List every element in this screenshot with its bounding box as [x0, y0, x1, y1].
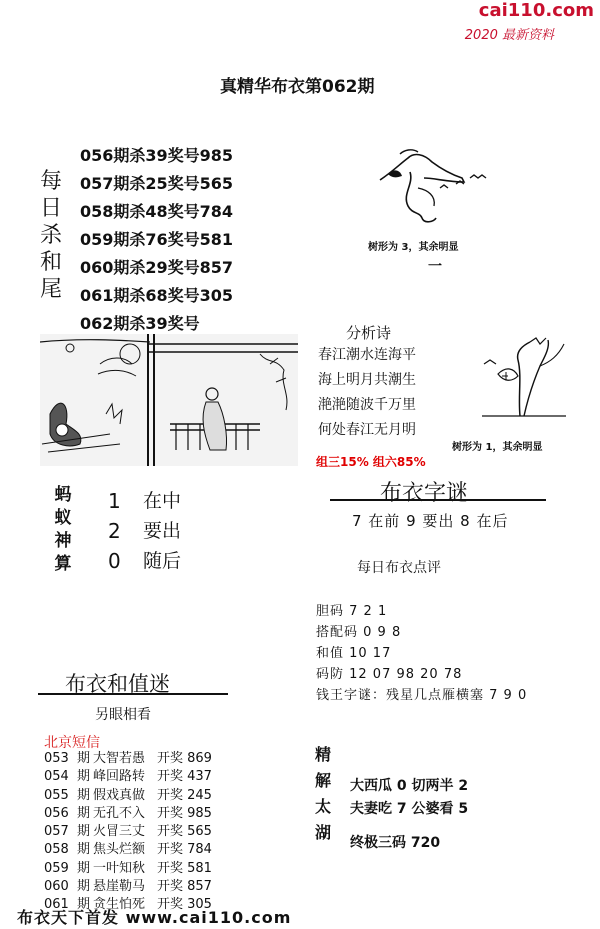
comment-line: 搭配码 0 9 8 — [316, 625, 402, 640]
sms-phrase: 一叶知秋 — [93, 860, 146, 876]
daily-comment-list — [316, 601, 527, 706]
comment-line: 和值 10 17 — [316, 646, 392, 661]
issue-unit: 期 — [77, 751, 91, 766]
poem-line: 何处春江无月明 — [318, 422, 416, 438]
kill-line: 057期杀25奖号565 — [80, 174, 234, 193]
draw-result: 开奖 437 — [157, 769, 212, 785]
label-char: 神 — [54, 531, 72, 551]
poem — [318, 343, 416, 443]
kill-line: 058期杀48奖号784 — [80, 202, 234, 221]
beijing-sms-title: 北京短信 — [44, 735, 100, 751]
tree-branch-sketch — [478, 336, 568, 418]
site-logo: cai110.com — [478, 0, 600, 22]
sms-phrase: 火冒三丈 — [93, 824, 146, 840]
beijing-sms-row — [44, 878, 212, 896]
issue-unit: 期 — [77, 860, 91, 876]
issue-number: 060 — [44, 879, 69, 895]
issue-unit: 期 — [77, 824, 91, 840]
label-char: 太 — [314, 797, 331, 816]
tree-note-mark: 一 — [428, 259, 442, 275]
ant-digit: 0 — [108, 549, 121, 573]
draw-result: 开奖 581 — [157, 860, 212, 876]
ant-god-label — [52, 484, 74, 576]
sms-phrase: 假戏真做 — [93, 787, 146, 803]
issue-number: 061 — [44, 897, 69, 913]
group-ratio-note: 组三15% 组六85% — [316, 455, 426, 469]
issue-number: 058 — [44, 842, 69, 858]
sum-riddle-underline — [38, 693, 228, 695]
label-char: 尾 — [39, 277, 62, 302]
label-char: 杀 — [39, 223, 62, 248]
draw-result: 开奖 305 — [157, 897, 212, 913]
jingjie-line: 大西瓜 0 切两半 2 — [350, 778, 469, 794]
kill-line: 061期杀68奖号305 — [80, 286, 234, 305]
poem-line: 滟滟随波千万里 — [318, 397, 416, 413]
label-char: 解 — [314, 771, 331, 790]
poem-line: 海上明月共潮生 — [318, 372, 416, 388]
comment-line: 码防 12 07 98 20 78 — [316, 667, 463, 682]
riddle-underline — [330, 499, 546, 501]
beijing-sms-row — [44, 750, 212, 768]
beijing-sms-list — [44, 750, 212, 915]
label-char: 湖 — [314, 823, 331, 842]
issue-number: 059 — [44, 860, 69, 876]
label-char: 每 — [39, 169, 62, 194]
kill-line: 056期杀39奖号985 — [80, 146, 234, 165]
jingjie-line: 夫妻吃 7 公婆看 5 — [350, 801, 469, 817]
issue-number: 055 — [44, 787, 69, 803]
jingjie-lines — [350, 775, 468, 821]
ant-word: 随后 — [143, 550, 182, 572]
ant-god-words — [143, 486, 181, 576]
promo-tag: 2020 最新资料 — [464, 28, 554, 43]
riddle-title: 布衣字谜 — [380, 481, 469, 506]
issue-unit: 期 — [77, 787, 91, 803]
sms-phrase: 无孔不入 — [93, 805, 146, 821]
sum-riddle-title: 布衣和值迷 — [65, 672, 170, 696]
tree-note-1: 树形为 3，其余明显 — [368, 242, 459, 253]
issue-unit: 期 — [77, 879, 91, 895]
sms-phrase: 焦头烂额 — [93, 842, 146, 858]
ant-word: 在中 — [143, 490, 182, 512]
tree-note-2: 树形为 1，其余明显 — [452, 442, 543, 453]
beijing-sms-row — [44, 860, 212, 878]
page-title: 真精华布衣第062期 — [220, 77, 375, 97]
comment-line: 钱王字谜：残星几点雁横塞 7 9 0 — [316, 688, 528, 703]
label-char: 和 — [39, 250, 62, 275]
draw-result: 开奖 985 — [157, 805, 212, 821]
draw-result: 开奖 245 — [157, 787, 212, 803]
comment-line: 胆码 7 2 1 — [316, 604, 388, 619]
beijing-sms-row — [44, 823, 212, 841]
issue-unit: 期 — [77, 805, 91, 821]
jingjie-final: 终极三码 720 — [350, 835, 441, 851]
kill-line: 059期杀76奖号581 — [80, 230, 234, 249]
label-char: 蚂 — [54, 485, 72, 505]
label-char: 精 — [314, 745, 331, 764]
beijing-sms-row — [44, 768, 212, 786]
issue-unit: 期 — [77, 897, 91, 913]
label-char: 蚁 — [54, 508, 72, 528]
draw-result: 开奖 784 — [157, 842, 212, 858]
riddle-text: 7 在前 9 要出 8 在后 — [352, 512, 509, 530]
ant-digit: 1 — [108, 489, 121, 513]
sum-riddle-subtitle: 另眼相看 — [95, 707, 151, 723]
sms-phrase: 大智若愚 — [93, 751, 146, 766]
issue-number: 056 — [44, 805, 69, 821]
draw-result: 开奖 857 — [157, 879, 212, 895]
ant-word: 要出 — [143, 520, 182, 542]
mountain-sketch-illustration — [378, 148, 502, 228]
sms-phrase: 峰回路转 — [93, 769, 146, 785]
draw-result: 开奖 565 — [157, 824, 212, 840]
footer-banner: 布衣天下首发 www.cai110.com — [17, 908, 292, 927]
issue-unit: 期 — [77, 769, 91, 785]
jingjie-label — [312, 742, 334, 846]
ant-digit: 2 — [108, 519, 121, 543]
pavilion-scene-illustration — [40, 334, 298, 466]
ant-god-digits — [108, 486, 121, 576]
beijing-sms-row — [44, 841, 212, 859]
daily-comment-title: 每日布衣点评 — [357, 560, 441, 576]
kill-line: 060期杀29奖号857 — [80, 258, 234, 277]
poem-line: 春江潮水连海平 — [318, 347, 416, 363]
daily-kill-list — [80, 142, 233, 338]
issue-number: 057 — [44, 824, 69, 840]
sms-phrase: 悬崖勒马 — [93, 879, 146, 895]
poem-title: 分析诗 — [346, 324, 392, 342]
beijing-sms-row — [44, 787, 212, 805]
sms-phrase: 贪生怕死 — [93, 897, 146, 913]
issue-number: 053 — [44, 751, 69, 766]
beijing-sms-row — [44, 805, 212, 823]
issue-unit: 期 — [77, 842, 91, 858]
label-char: 日 — [39, 196, 62, 221]
label-char: 算 — [54, 554, 72, 574]
draw-result: 开奖 869 — [157, 751, 212, 766]
daily-kill-label — [36, 168, 66, 303]
kill-line: 062期杀39奖号 — [80, 314, 200, 333]
issue-number: 054 — [44, 769, 69, 785]
